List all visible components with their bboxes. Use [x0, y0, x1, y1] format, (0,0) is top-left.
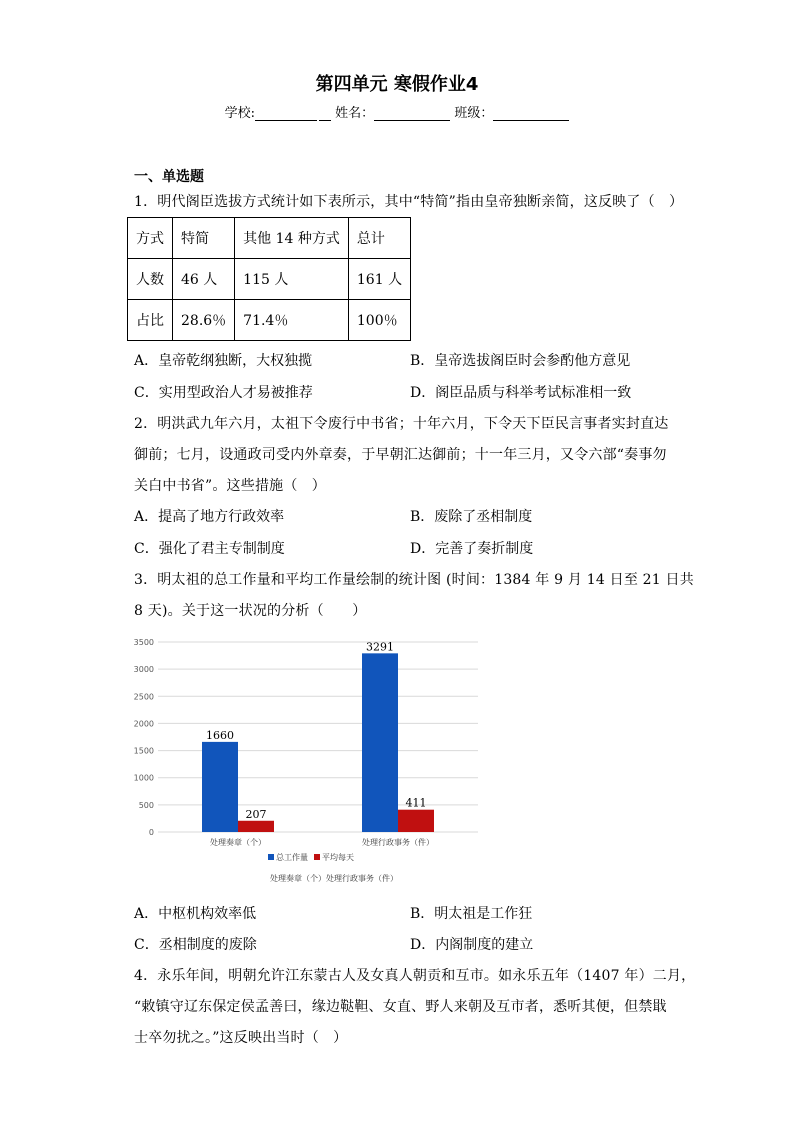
- table-row: [128, 259, 411, 300]
- legend-label: 总工作量: [276, 853, 308, 862]
- table-cell: 总计: [348, 218, 410, 259]
- school-label: 学校:: [224, 106, 256, 121]
- table-cell: 28.6％: [173, 300, 235, 341]
- q1-option-c[interactable]: C．实用型政治人才易被推荐: [134, 385, 313, 401]
- q4-stem-line: 士卒勿扰之。”这反映出当时（ ）: [134, 1030, 348, 1046]
- y-tick-label: 1500: [133, 746, 154, 756]
- bottom-category-label: 处理奏章（个）: [270, 874, 326, 883]
- table-cell: 115 人: [235, 259, 349, 300]
- y-tick-label: 3500: [133, 638, 154, 647]
- q1-table: [127, 217, 411, 341]
- school-blank: [255, 106, 317, 121]
- q2-stem-line: 御前；七月，设通政司受内外章奏，于早朝汇达御前；十一年三月，又令六部“奏事勿: [134, 447, 667, 463]
- q1-option-d[interactable]: D．阁臣品质与科举考试标准相一致: [410, 385, 632, 401]
- bottom-category-label: 处理行政事务（件）: [326, 874, 398, 883]
- data-label: 207: [245, 807, 267, 821]
- q4-stem-line: “敕镇守辽东保定侯孟善曰，缘边鞑靼、女直、野人来朝及互市者，悉听其便，但禁戢: [134, 999, 667, 1015]
- page-title: 第四单元 寒假作业4: [315, 74, 479, 95]
- legend-swatch: [314, 854, 320, 860]
- legend-swatch: [268, 854, 274, 860]
- table-row: [128, 218, 411, 259]
- q1-option-b[interactable]: B．皇帝选拔阁臣时会参酌他方意见: [410, 353, 631, 369]
- table-cell: 特简: [173, 218, 235, 259]
- y-tick-label: 0: [148, 828, 154, 837]
- q3-option-b[interactable]: B．明太祖是工作狂: [410, 906, 533, 922]
- q2-option-a[interactable]: A．提高了地方行政效率: [134, 509, 285, 525]
- bar-chart: [130, 632, 490, 888]
- legend-label: 平均每天: [322, 853, 354, 862]
- q3-option-a[interactable]: A．中枢机构效率低: [134, 906, 257, 922]
- name-blank: [374, 106, 450, 121]
- table-row: [128, 300, 411, 341]
- q2-option-b[interactable]: B．废除了丞相制度: [410, 509, 533, 525]
- class-blank: [493, 106, 569, 121]
- student-info: [0, 102, 794, 121]
- class-label: 班级：: [454, 106, 494, 121]
- table-cell: 占比: [128, 300, 173, 341]
- name-label: 姓名：: [335, 106, 375, 121]
- q2-option-d[interactable]: D．完善了奏折制度: [410, 541, 534, 557]
- q3-option-d[interactable]: D．内阁制度的建立: [410, 937, 534, 953]
- q2-stem-line: 2．明洪武九年六月，太祖下令废行中书省；十年六月，下令天下臣民言事者实封直达: [134, 416, 669, 432]
- q2-option-c[interactable]: C．强化了君主专制制度: [134, 541, 285, 557]
- bar: [362, 653, 398, 832]
- data-label: 411: [405, 796, 427, 810]
- school-blank-tail: [319, 106, 331, 121]
- q4-stem-line: 4．永乐年间，明朝允许江东蒙古人及女真人朝贡和互市。如永乐五年（1407 年）二月，: [134, 968, 696, 984]
- q3-option-c[interactable]: C．丞相制度的废除: [134, 937, 257, 953]
- table-cell: 71.4％: [235, 300, 349, 341]
- q1-option-a[interactable]: A．皇帝乾纲独断，大权独揽: [134, 353, 313, 369]
- q3-stem-line: 3．明太祖的总工作量和平均工作量绘制的统计图 (时间：1384 年 9 月 14 日至 21 日共: [134, 572, 694, 588]
- table-cell: 方式: [128, 218, 173, 259]
- q1-stem: 1．明代阁臣选拔方式统计如下表所示，其中“特简”指由皇帝独断亲简，这反映了（ ）: [134, 194, 684, 210]
- table-cell: 46 人: [173, 259, 235, 300]
- data-label: 1660: [206, 728, 234, 742]
- table-cell: 人数: [128, 259, 173, 300]
- table-cell: 其他 14 种方式: [235, 218, 349, 259]
- bar: [238, 821, 274, 832]
- y-tick-label: 2500: [133, 692, 154, 702]
- y-tick-label: 1000: [133, 773, 154, 783]
- x-tick-label: 处理行政事务（件）: [362, 838, 434, 847]
- table-cell: 161 人: [348, 259, 410, 300]
- q3-chart: [130, 632, 490, 888]
- section-heading: 一、单选题: [134, 169, 204, 185]
- q3-stem-line: 8 天)。关于这一状况的分析（ ）: [134, 603, 367, 619]
- q2-stem-line: 关白中书省”。这些措施（ ）: [134, 478, 326, 494]
- bar: [398, 810, 434, 832]
- data-label: 3291: [366, 640, 394, 654]
- x-tick-label: 处理奏章（个）: [210, 838, 266, 847]
- table-cell: 100％: [348, 300, 410, 341]
- y-tick-label: 2000: [133, 719, 154, 729]
- y-tick-label: 3000: [133, 665, 154, 675]
- y-tick-label: 500: [138, 800, 154, 810]
- bar: [202, 742, 238, 832]
